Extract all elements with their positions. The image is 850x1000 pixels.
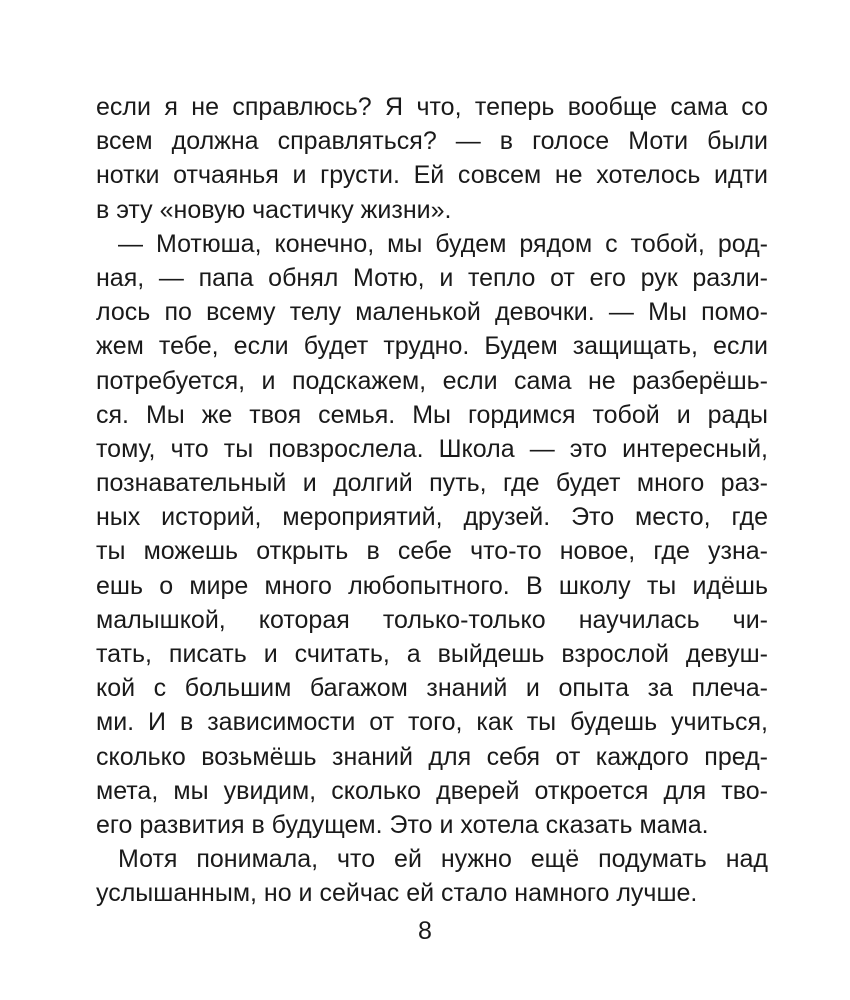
paragraph <box>96 842 768 910</box>
text-line: сколько возьмёшь знаний для себя от каждого пред- <box>96 742 768 771</box>
text-line: Мотя понимала, что ей нужно ещё подумать над <box>118 845 768 874</box>
text-line: — Мотюша, конечно, мы будем рядом с тобой, род- <box>118 229 768 258</box>
text-line: ешь о мире много любопытного. В школу ты идёшь <box>96 571 768 600</box>
paragraph <box>96 227 768 842</box>
text-line: ная, — папа обнял Мотю, и тепло от его рук разли- <box>96 263 768 292</box>
text-line: ся. Мы же твоя семья. Мы гордимся тобой и рады <box>96 400 768 429</box>
text-line: ты можешь открыть в себе что-то новое, где узна- <box>96 537 768 566</box>
text-line: ми. И в зависимости от того, как ты будешь учиться, <box>96 708 768 737</box>
text-line: в эту «новую частичку жизни». <box>96 195 452 224</box>
text-line: лось по всему телу маленькой девочки. — Мы помо- <box>96 298 768 327</box>
page-body <box>96 90 768 911</box>
text-block <box>96 90 768 911</box>
text-line: жем тебе, если будет трудно. Будем защищать, если <box>96 332 768 361</box>
text-line: всем должна справляться? — в голосе Моти были <box>96 127 768 156</box>
text-line: кой с большим багажом знаний и опыта за плеча- <box>96 674 768 703</box>
text-line: ных историй, мероприятий, друзей. Это место, где <box>96 503 768 532</box>
text-line: если я не справлюсь? Я что, теперь вообще сама со <box>96 93 768 121</box>
text-line: потребуется, и подскажем, если сама не разберёшь- <box>96 366 768 395</box>
text-line: тать, писать и считать, а выйдешь взрослой девуш- <box>96 640 768 668</box>
page-number: 8 <box>418 917 432 945</box>
text-line: мета, мы увидим, сколько дверей откроется для тво- <box>96 776 768 805</box>
text-line: тому, что ты повзрослела. Школа — это интересный, <box>96 434 768 463</box>
text-line: услышанным, но и сейчас ей стало намного лучше. <box>96 879 698 908</box>
text-line: его развития в будущем. Это и хотела сказать мама. <box>96 810 709 839</box>
text-line: малышкой, которая только-только научилась чи- <box>96 605 768 634</box>
text-line: познавательный и долгий путь, где будет много раз- <box>96 469 768 498</box>
text-line: нотки отчаянья и грусти. Ей совсем не хотелось идти <box>96 161 768 190</box>
paragraph <box>96 90 768 227</box>
